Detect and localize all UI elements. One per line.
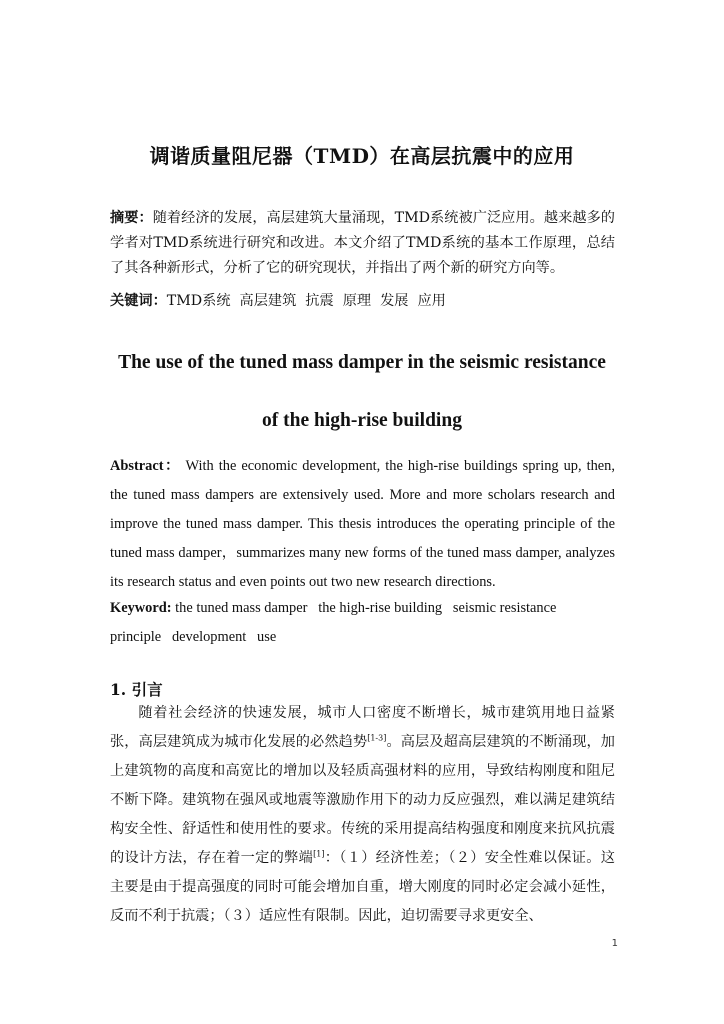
abstract-chinese-text: 随着经济的发展，高层建筑大量涌现，TMD系统被广泛应用。越来越多的学者对TMD系统进行研究和改进。本文介绍了TMD系统的基本工作原理，总结了其各种新形式，分析了它的研究现状，并指出了两个新的研究方向等。 <box>110 210 615 276</box>
keywords-english-text: the tuned mass damper the high-rise building seismic resistance principle development use <box>110 600 568 645</box>
citation-1-3[interactable]: [1-3] <box>367 733 387 743</box>
paragraph-text-b: 。高层及超高层建筑的不断涌现，加上建筑物的高度和高宽比的增加以及轻质高强材料的应用，导致结构刚度和阻尼不断下降。建筑物在强风或地震等激励作用下的动力反应强烈，难以满足建筑结构安全性、舒适性和使用性的要求。传统的采用提高结构强度和刚度来抗风抗震的设计方法，存在着一定的弊端 <box>110 734 615 866</box>
citation-1[interactable]: [1] <box>313 849 325 859</box>
keywords-chinese-label: 关键词： <box>110 293 167 309</box>
keywords-chinese <box>110 290 615 312</box>
keywords-english <box>110 594 615 652</box>
section-heading-introduction: 1. 引言 <box>110 680 163 699</box>
title-english-line2: of the high-rise building <box>262 410 462 431</box>
introduction-paragraph <box>110 699 615 931</box>
paragraph-text-c: ：（１）经济性差；（２）安全性难以保证。这主要是由于提高强度的同时可能会增加自重，增大刚度的同时必定会减小延性，反而不利于抗震；（３）适应性有限制。因此，迫切需要寻求更安全、 <box>110 850 615 924</box>
title-chinese: 调谐质量阻尼器（TMD）在高层抗震中的应用 <box>149 144 575 168</box>
abstract-chinese <box>110 206 615 281</box>
page-number: 1 <box>611 938 618 949</box>
keywords-chinese-text: TMD系统 高层建筑 抗震 原理 发展 应用 <box>166 293 446 309</box>
abstract-english-label: Abstract： <box>110 458 181 474</box>
title-english-line1: The use of the tuned mass damper in the seismic resistance <box>118 352 606 373</box>
paragraph-text-a: 随着社会经济的快速发展，城市人口密度不断增长，城市建筑用地日益紧张，高层建筑成为城市化发展的必然趋势 <box>110 705 615 750</box>
abstract-english <box>110 452 615 597</box>
abstract-chinese-label: 摘要： <box>110 210 153 226</box>
keywords-english-label: Keyword: <box>110 600 172 616</box>
abstract-english-text: With the economic development, the high-rise buildings spring up, then, the tuned mass dampers are extensively used. More and more scholars research and improve the tuned mass damper. This thesis introduces the operating principle of the tuned mass damper，summarizes many new forms of the tuned mass damper, analyzes its research status and even points out two new research directions. <box>110 458 615 590</box>
